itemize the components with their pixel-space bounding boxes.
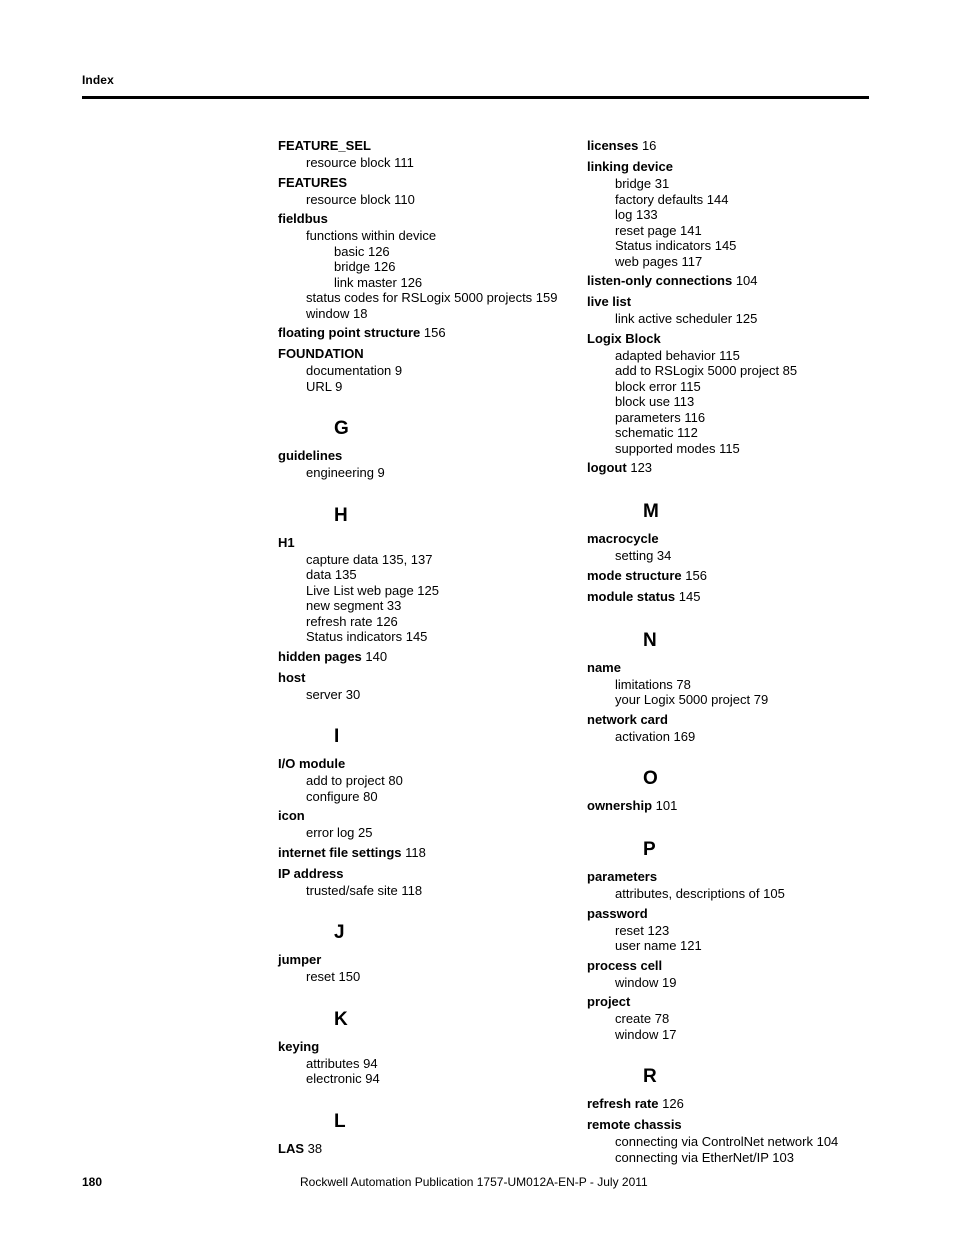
index-subentry: setting 34 xyxy=(615,548,672,563)
index-term: remote chassis xyxy=(587,1117,682,1132)
index-subentry: activation 169 xyxy=(615,728,696,744)
index-subentry: attributes, descriptions of 105 xyxy=(615,886,785,901)
index-term-line xyxy=(278,210,578,228)
index-entry xyxy=(278,534,578,645)
index-entry xyxy=(587,905,887,954)
index-subentry: web pages 117 xyxy=(615,253,703,269)
section-letter: P xyxy=(643,839,656,860)
index-term-line xyxy=(587,272,887,290)
index-entry xyxy=(278,137,578,171)
index-section xyxy=(587,629,887,745)
index-term: project xyxy=(587,994,631,1009)
index-term: internet file settings xyxy=(278,844,402,860)
index-term: LAS xyxy=(278,1140,304,1156)
index-subentry: window 17 xyxy=(615,1026,677,1042)
index-page-ref: 126 xyxy=(662,1096,684,1111)
section-letter: J xyxy=(334,922,345,943)
index-term-line xyxy=(278,648,578,666)
index-term-line xyxy=(587,1095,887,1113)
index-term: Logix Block xyxy=(587,330,661,346)
section-letter: G xyxy=(334,418,349,439)
index-term-line xyxy=(587,330,887,348)
index-term-line xyxy=(587,868,887,886)
index-term-line xyxy=(278,534,578,552)
index-term: licenses xyxy=(587,138,639,153)
index-term-line xyxy=(278,1140,578,1158)
index-entry xyxy=(587,459,887,477)
index-subentry: resource block 111 xyxy=(306,155,414,170)
index-entry xyxy=(587,272,887,290)
index-subentry: your Logix 5000 project 79 xyxy=(615,692,769,707)
index-term-line xyxy=(587,530,887,548)
index-entry xyxy=(587,797,887,815)
index-subentry: block use 113 xyxy=(615,394,695,409)
index-term: logout xyxy=(587,460,627,475)
index-section xyxy=(278,417,578,481)
index-subentry: window 18 xyxy=(306,305,368,321)
section-letter: M xyxy=(643,501,659,522)
section-letter: I xyxy=(334,726,340,747)
index-term: fieldbus xyxy=(278,211,328,226)
index-term: hidden pages xyxy=(278,648,362,664)
index-subentry: status codes for RSLogix 5000 projects 159 xyxy=(306,290,558,305)
section-letter: N xyxy=(643,629,657,651)
index-page-ref: 101 xyxy=(655,798,678,813)
index-subentry: reset page 141 xyxy=(615,222,702,238)
index-term: FOUNDATION xyxy=(278,346,364,361)
index-term-line xyxy=(278,755,578,773)
index-entry xyxy=(587,330,887,457)
section-letter: K xyxy=(334,1008,348,1030)
index-page-ref: 104 xyxy=(735,273,758,288)
index-entry xyxy=(587,530,887,564)
index-entry xyxy=(278,1140,578,1158)
index-subentry: schematic 112 xyxy=(615,425,698,440)
index-entry xyxy=(587,567,887,585)
index-term-line xyxy=(587,711,887,729)
index-entry xyxy=(587,293,887,327)
index-term-line xyxy=(278,951,578,969)
index-entry xyxy=(278,324,578,342)
index-subentry: data 135 xyxy=(306,567,357,582)
index-subentry: resource block 110 xyxy=(306,191,415,207)
index-subentry: parameters 116 xyxy=(615,409,706,425)
index-term: module status xyxy=(587,588,676,604)
index-subentry: link master 126 xyxy=(334,274,423,290)
index-subentry: Status indicators 145 xyxy=(306,629,428,644)
running-header: Index xyxy=(82,73,114,87)
index-term: process cell xyxy=(587,957,663,973)
index-term: H1 xyxy=(278,534,295,550)
index-page-ref: 118 xyxy=(405,844,426,860)
index-entry xyxy=(278,1038,578,1087)
index-section xyxy=(587,1065,887,1165)
index-subentry: refresh rate 126 xyxy=(306,613,398,629)
index-subentry: capture data 135, 137 xyxy=(306,551,433,567)
index-entry xyxy=(587,868,887,902)
index-term: icon xyxy=(278,808,305,823)
index-term-line xyxy=(278,447,578,465)
index-subentry: connecting via ControlNet network 104 xyxy=(615,1134,839,1149)
index-section xyxy=(587,838,887,1042)
index-column-left xyxy=(278,134,578,1158)
index-entry xyxy=(587,711,887,745)
index-subentry: link active scheduler 125 xyxy=(615,311,758,326)
index-page-ref: 145 xyxy=(678,588,701,604)
section-letter: R xyxy=(643,1066,657,1087)
index-subentry: supported modes 115 xyxy=(615,440,740,456)
index-term: jumper xyxy=(278,952,322,967)
index-entry xyxy=(587,1116,887,1165)
index-term: live list xyxy=(587,294,632,309)
index-term: FEATURE_SEL xyxy=(278,138,371,153)
index-term: name xyxy=(587,659,621,675)
index-subentry: documentation 9 xyxy=(306,363,403,378)
index-entry xyxy=(278,669,578,703)
index-subentry: connecting via EtherNet/IP 103 xyxy=(615,1149,794,1165)
index-entry xyxy=(278,755,578,804)
page-number: 180 xyxy=(82,1175,103,1189)
index-page-ref: 140 xyxy=(365,648,388,664)
index-term-line xyxy=(278,345,578,363)
index-subentry: error log 25 xyxy=(306,825,373,840)
index-term-line xyxy=(278,1038,578,1056)
index-term-line xyxy=(278,324,578,342)
index-subentry: electronic 94 xyxy=(306,1071,380,1086)
index-term-line xyxy=(278,865,578,883)
index-section xyxy=(278,1110,578,1158)
index-column-right xyxy=(587,134,887,1165)
index-term: parameters xyxy=(587,869,658,884)
index-subentry: Status indicators 145 xyxy=(615,238,737,253)
index-entry xyxy=(587,158,887,269)
index-subentry: bridge 31 xyxy=(615,176,670,191)
index-subentry: block error 115 xyxy=(615,378,701,394)
index-term-line xyxy=(278,844,578,862)
index-term: I/O module xyxy=(278,756,346,771)
index-entry xyxy=(278,648,578,666)
publication-info: Rockwell Automation Publication 1757-UM012A-EN-P - July 2011 xyxy=(300,1175,648,1189)
index-entry xyxy=(587,1095,887,1113)
index-term: IP address xyxy=(278,865,344,881)
index-entry xyxy=(278,447,578,481)
index-entry xyxy=(278,844,578,862)
index-term: listen-only connections xyxy=(587,273,733,288)
index-term: network card xyxy=(587,711,668,727)
index-entry xyxy=(278,865,578,899)
index-page-ref: 16 xyxy=(641,138,657,153)
index-page-ref: 38 xyxy=(307,1140,323,1156)
index-term: keying xyxy=(278,1038,320,1054)
index-term-line xyxy=(587,659,887,677)
index-subentry: URL 9 xyxy=(306,378,343,394)
index-section xyxy=(278,921,578,985)
index-term: floating point structure xyxy=(278,325,421,340)
index-subentry: configure 80 xyxy=(306,788,378,804)
index-subentry: new segment 33 xyxy=(306,598,402,613)
index-term-line xyxy=(278,807,578,825)
index-section xyxy=(278,504,578,703)
index-term-line xyxy=(587,158,887,176)
index-page-ref: 156 xyxy=(685,567,707,583)
index-subentry: user name 121 xyxy=(615,938,702,953)
index-term-line xyxy=(587,905,887,923)
index-entry xyxy=(278,210,578,321)
index-page-ref: 156 xyxy=(423,325,446,340)
index-term-line xyxy=(278,137,578,155)
index-term-line xyxy=(278,174,578,192)
index-term: macrocycle xyxy=(587,531,659,546)
index-subentry: reset 150 xyxy=(306,969,361,984)
index-entry xyxy=(278,174,578,208)
index-term-line xyxy=(587,137,887,155)
index-term-line xyxy=(587,459,887,477)
index-term: FEATURES xyxy=(278,174,348,190)
index-subentry: window 19 xyxy=(615,974,677,990)
index-entry xyxy=(278,345,578,394)
index-subentry: factory defaults 144 xyxy=(615,191,729,207)
index-subentry: attributes 94 xyxy=(306,1055,378,1071)
index-term-line xyxy=(587,588,887,606)
header-rule xyxy=(82,96,869,99)
index-subentry: log 133 xyxy=(615,207,658,222)
section-letter: L xyxy=(334,1110,346,1132)
index-subentry: adapted behavior 115 xyxy=(615,347,740,363)
index-subentry: server 30 xyxy=(306,686,361,702)
index-subentry: functions within device xyxy=(306,228,437,243)
index-term: linking device xyxy=(587,159,673,174)
index-subentry: engineering 9 xyxy=(306,465,385,480)
index-page-ref: 123 xyxy=(630,460,653,475)
index-subentry: reset 123 xyxy=(615,922,670,938)
index-section xyxy=(278,725,578,898)
index-term-line xyxy=(587,993,887,1011)
section-letter: O xyxy=(643,768,658,789)
index-entry xyxy=(587,993,887,1042)
index-subentry: create 78 xyxy=(615,1011,670,1026)
index-section xyxy=(587,137,887,477)
index-term-line xyxy=(278,669,578,687)
index-term: guidelines xyxy=(278,448,343,463)
index-entry xyxy=(587,957,887,991)
index-subentry: bridge 126 xyxy=(334,259,396,274)
index-subentry: trusted/safe site 118 xyxy=(306,882,423,898)
index-term-line xyxy=(587,797,887,815)
index-subentry: limitations 78 xyxy=(615,676,691,692)
index-subentry: basic 126 xyxy=(334,243,390,259)
index-subentry: add to project 80 xyxy=(306,773,403,788)
index-entry xyxy=(587,588,887,606)
index-section xyxy=(278,1008,578,1087)
index-term: mode structure xyxy=(587,567,682,583)
index-term: ownership xyxy=(587,798,653,813)
index-subentry: Live List web page 125 xyxy=(306,582,439,598)
index-term: host xyxy=(278,669,306,685)
index-term: password xyxy=(587,905,648,921)
index-entry xyxy=(587,137,887,155)
index-entry xyxy=(278,807,578,841)
index-entry xyxy=(587,659,887,708)
index-section xyxy=(587,767,887,815)
section-letter: H xyxy=(334,504,348,526)
index-term-line xyxy=(587,293,887,311)
index-term: refresh rate xyxy=(587,1096,659,1111)
index-section xyxy=(278,137,578,394)
index-subentry: add to RSLogix 5000 project 85 xyxy=(615,363,798,378)
index-term-line xyxy=(587,957,887,975)
index-entry xyxy=(278,951,578,985)
index-term-line xyxy=(587,567,887,585)
index-section xyxy=(587,500,887,606)
index-term-line xyxy=(587,1116,887,1134)
